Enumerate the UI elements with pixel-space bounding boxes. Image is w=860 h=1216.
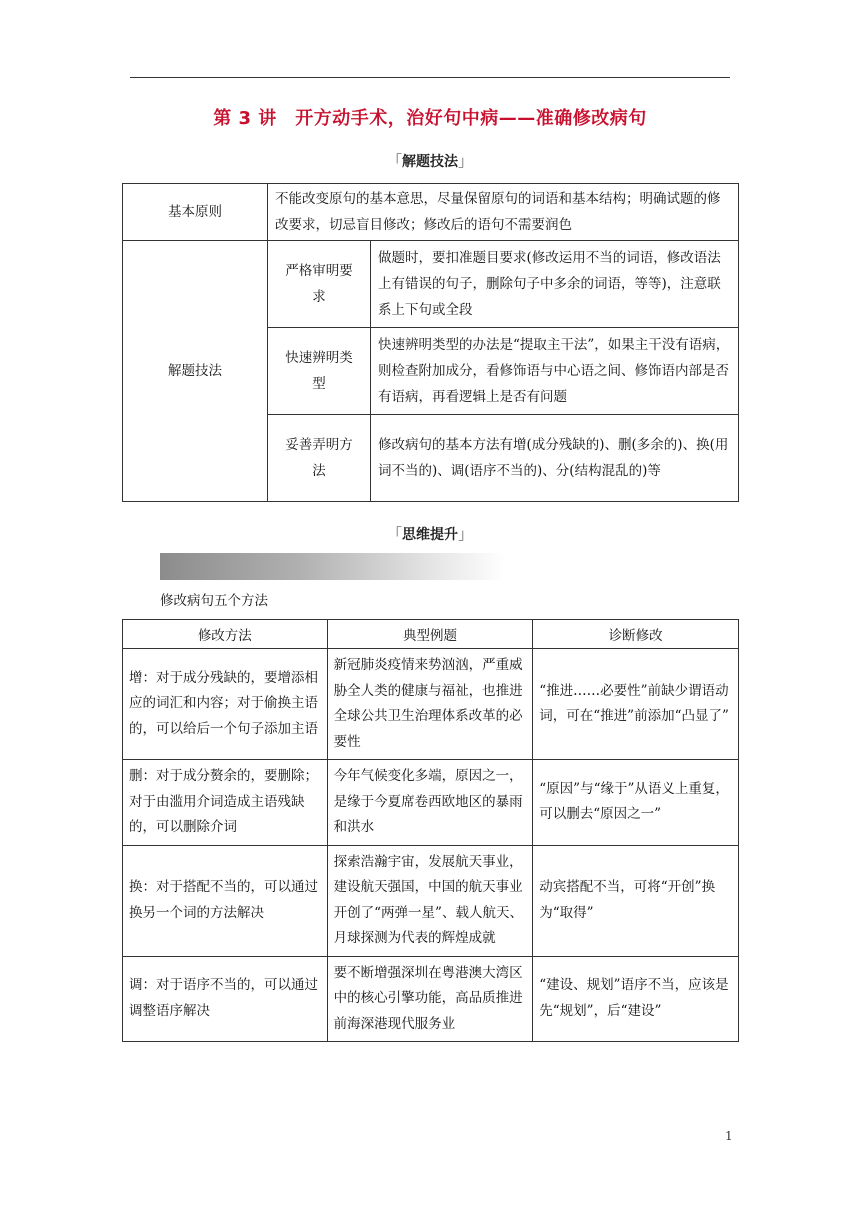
fix-cell: “建设、规划”语序不当，应该是先“规划”，后“建设” [533,956,739,1042]
table-row [123,241,739,328]
page-number: 1 [725,1129,733,1143]
example-cell: 新冠肺炎疫情来势汹汹，严重威胁全人类的健康与福祉，也推进全球公共卫生治理体系改革的必要性 [327,649,533,760]
fix-cell: 动宾搭配不当，可将“开创”换为“取得” [533,845,739,956]
method-cell: 调：对于语序不当的，可以通过调整语序解决 [123,956,328,1042]
top-rule [130,77,730,78]
table-row [123,184,739,241]
column-header: 典型例题 [327,620,533,649]
page-title: 第 3 讲 开方动手术，治好句中病——准确修改病句 [213,108,647,129]
method-cell: 删：对于成分赘余的，要删除；对于由滥用介词造成主语残缺的，可以删除介词 [123,760,328,846]
methods-table [122,619,739,1042]
subheading: 修改病句五个方法 [160,593,268,609]
column-header: 修改方法 [123,620,328,649]
table-row [123,649,739,760]
technique-text: 快速辨明类型的办法是“提取主干法”，如果主干没有语病，则检查附加成分，看修饰语与中心语之间、修饰语内部是否有语病，再看逻辑上是否有问题 [371,328,739,415]
section-heading-techniques [0,150,860,171]
table-row [123,760,739,846]
decorative-gradient-bar [160,553,505,580]
fix-cell: “推进……必要性”前缺少谓语动词，可在“推进”前添加“凸显了” [533,649,739,760]
technique-text: 修改病句的基本方法有增(成分残缺的)、删(多余的)、换(用词不当的)、调(语序不当的)、分(结构混乱的)等 [371,415,739,502]
bracket-open: 「 [386,152,402,170]
bracket-open: 「 [386,525,402,543]
technique-sub-label: 快速辨明类型 [268,328,371,415]
example-cell: 要不断增强深圳在粤港澳大湾区中的核心引擎功能，高品质推进前海深港现代服务业 [327,956,533,1042]
method-cell: 换：对于搭配不当的，可以通过换另一个词的方法解决 [123,845,328,956]
techniques-table [122,183,739,502]
technique-text: 做题时，要扣准题目要求(修改运用不当的词语，修改语法上有错误的句子，删除句子中多余的词语，等等)，注意联系上下句或全段 [371,241,739,328]
section-label: 解题技法 [402,154,458,170]
column-header: 诊断修改 [533,620,739,649]
section-label: 思维提升 [402,527,458,543]
technique-sub-label: 妥善弄明方法 [268,415,371,502]
table-row [123,956,739,1042]
example-cell: 今年气候变化多端，原因之一，是缘于今夏席卷西欧地区的暴雨和洪水 [327,760,533,846]
example-cell: 探索浩瀚宇宙，发展航天事业，建设航天强国，中国的航天事业开创了“两弹一星”、载人航天、月球探测为代表的辉煌成就 [327,845,533,956]
bracket-close: 」 [458,525,474,543]
fix-cell: “原因”与“缘于”从语义上重复，可以删去“原因之一” [533,760,739,846]
method-cell: 增：对于成分残缺的，要增添相应的词汇和内容；对于偷换主语的，可以给后一个句子添加主语 [123,649,328,760]
table-header-row [123,620,739,649]
table-row [123,845,739,956]
section-heading-thinking [0,523,860,544]
principle-text: 不能改变原句的基本意思，尽量保留原句的词语和基本结构；明确试题的修改要求，切忌盲目修改；修改后的语句不需要润色 [268,184,739,241]
technique-sub-label: 严格审明要求 [268,241,371,328]
technique-label: 解题技法 [123,241,268,502]
bracket-close: 」 [458,152,474,170]
principle-label: 基本原则 [123,184,268,241]
